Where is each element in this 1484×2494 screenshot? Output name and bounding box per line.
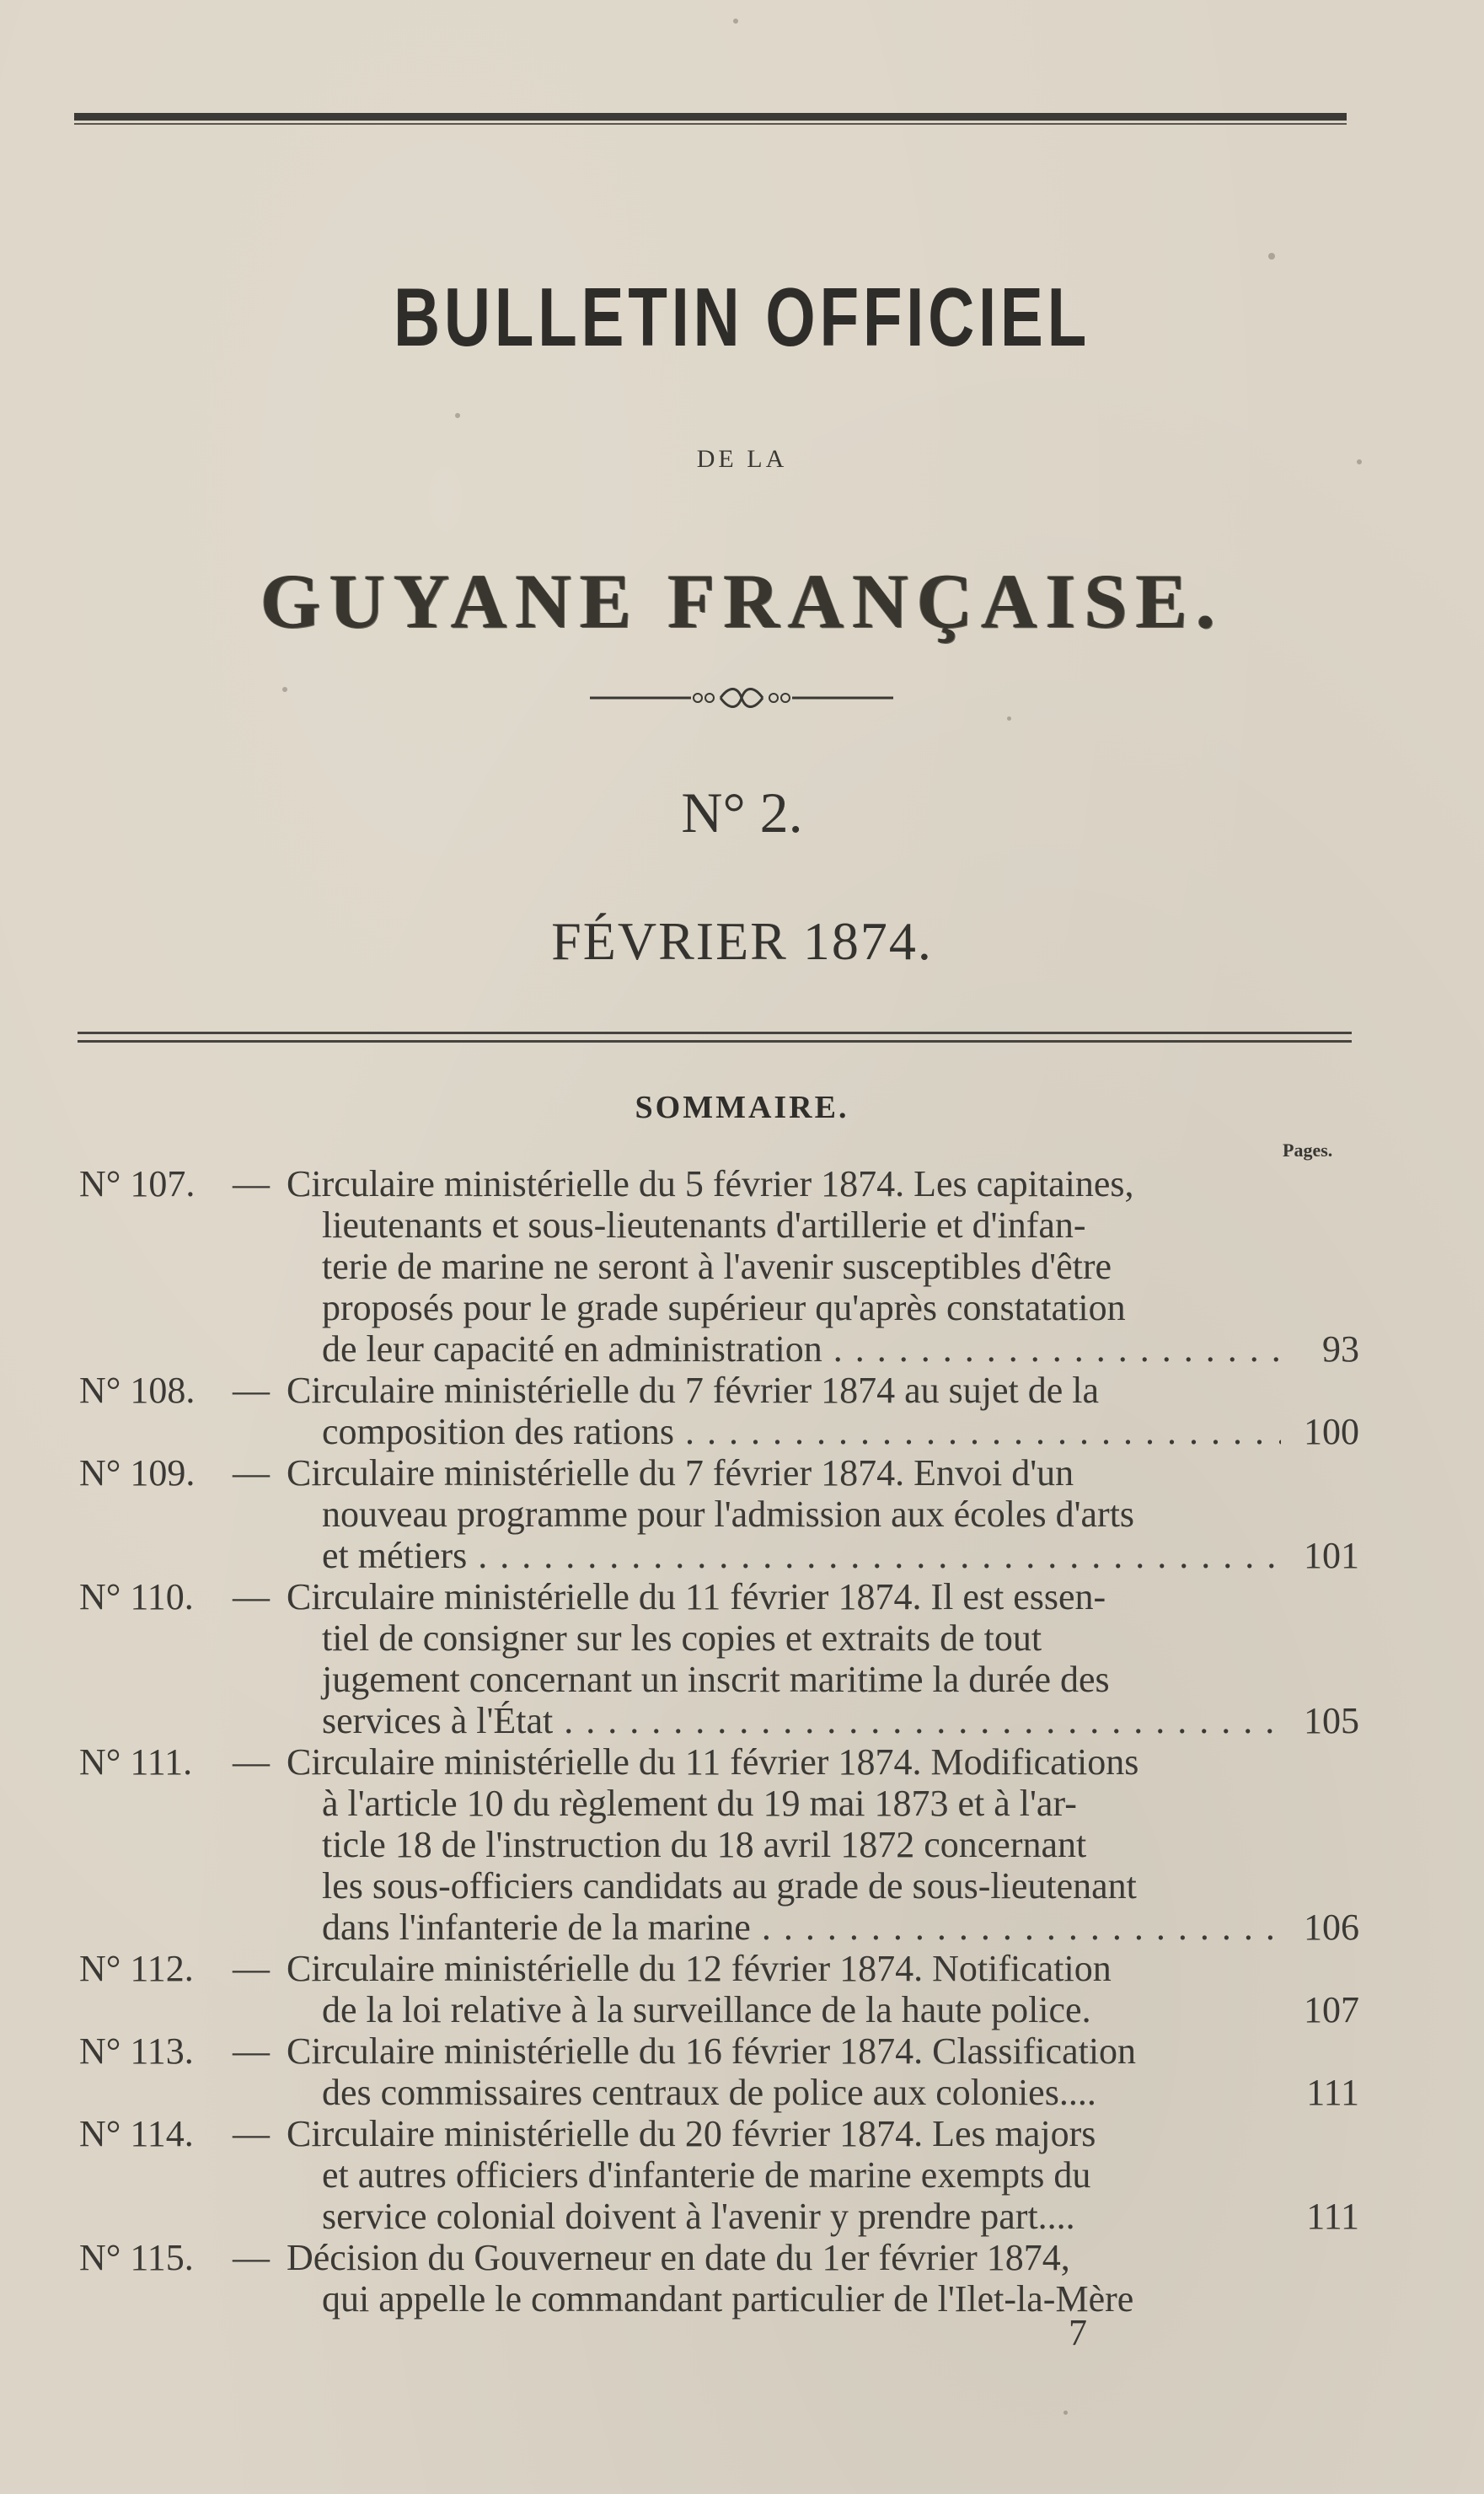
entry-dash: — (233, 1576, 270, 1617)
entry-line: Circulaire ministérielle du 7 février 1874. Envoi d'un (287, 1452, 1074, 1494)
entry-line: lieutenants et sous-lieutenants d'artillerie et d'infan- (322, 1204, 1086, 1246)
entry-line: nouveau programme pour l'admission aux écoles d'arts (322, 1494, 1135, 1535)
entry-dash: — (233, 1163, 270, 1204)
entry-line: dans l'infanterie de la marine . . . (287, 1907, 1281, 1948)
entry-page: 111 (1306, 2196, 1359, 2237)
entry-text (287, 1948, 1281, 2030)
entry-page: 106 (1304, 1907, 1359, 1948)
entry-line: de leur capacité en administration . . . (287, 1328, 1281, 1370)
paper-speck (1268, 253, 1275, 260)
entry-dash: — (233, 1370, 270, 1411)
entry-page: 105 (1304, 1700, 1359, 1741)
entry-text (287, 2113, 1281, 2237)
entry-text (287, 1370, 1281, 1452)
entry-line: et autres officiers d'infanterie de marine exempts du (322, 2154, 1091, 2196)
entry-line: Circulaire ministérielle du 5 février 1874. Les capitaines, (287, 1163, 1134, 1204)
folio-signature: 7 (1069, 2312, 1087, 2353)
entry-text (287, 1452, 1281, 1576)
pages-column-label: Pages. (1283, 1140, 1333, 1161)
entry-page: 107 (1304, 1989, 1359, 2030)
entry-page: 93 (1322, 1328, 1359, 1370)
entry-line: qui appelle le commandant particulier de l'Ilet-la-Mère (322, 2278, 1134, 2320)
entry-dash: — (233, 2113, 270, 2154)
title-de-la: DE LA (696, 445, 788, 473)
sommaire-heading: SOMMAIRE. (635, 1090, 849, 1125)
entry-text (287, 1741, 1281, 1948)
entry-dash: — (233, 2030, 270, 2072)
entry-line: de la loi relative à la surveillance de la haute police. (322, 1989, 1091, 2030)
entry-number: N° 107. (79, 1163, 196, 1204)
entry-line: terie de marine ne seront à l'avenir susceptibles d'être (322, 1246, 1112, 1287)
entry-line: tiel de consigner sur les copies et extraits de tout (322, 1617, 1042, 1659)
entry-number: N° 113. (79, 2030, 194, 2072)
entry-line: les sous-officiers candidats au grade de sous-lieutenant (322, 1865, 1137, 1907)
entry-line: Circulaire ministérielle du 7 février 1874 au sujet de la (287, 1370, 1100, 1411)
entry-text (287, 2237, 1281, 2320)
entry-line: Circulaire ministérielle du 11 février 1874. Il est essen- (287, 1576, 1106, 1617)
entry-line: et métiers . . . (287, 1535, 1281, 1576)
issue-date: FÉVRIER 1874. (551, 911, 933, 971)
entry-number: N° 109. (79, 1452, 196, 1494)
colony-title: GUYANE FRANÇAISE. (260, 558, 1224, 644)
entry-line: composition des rations . . . (287, 1411, 1281, 1452)
paper-speck (455, 413, 460, 418)
entry-number: N° 110. (79, 1576, 194, 1617)
entry-number: N° 115. (79, 2237, 194, 2278)
entry-line: services à l'État . . . (287, 1700, 1281, 1741)
entry-line: Circulaire ministérielle du 12 février 1874. Notification (287, 1948, 1112, 1989)
paper-speck (1063, 2411, 1068, 2415)
entry-dash: — (233, 2237, 270, 2278)
entry-line: Circulaire ministérielle du 11 février 1874. Modifications (287, 1741, 1139, 1783)
bulletin-title: BULLETIN OFFICIEL (394, 271, 1090, 363)
entry-dash: — (233, 1948, 270, 1989)
entry-page: 101 (1304, 1535, 1359, 1576)
entry-page: 100 (1304, 1411, 1359, 1452)
entry-text (287, 2030, 1281, 2113)
entry-number: N° 114. (79, 2113, 194, 2154)
entry-line: des commissaires centraux de police aux colonies.... (322, 2072, 1096, 2113)
entry-line: jugement concernant un inscrit maritime la durée des (322, 1659, 1110, 1700)
entry-dash: — (233, 1452, 270, 1494)
entry-line: à l'article 10 du règlement du 19 mai 1873 et à l'ar- (322, 1783, 1077, 1824)
entry-number: N° 112. (79, 1948, 194, 1989)
entry-line: ticle 18 de l'instruction du 18 avril 1872 concernant (322, 1824, 1087, 1865)
entry-dash: — (233, 1741, 270, 1783)
entry-page: 111 (1306, 2072, 1359, 2113)
paper-speck (1357, 459, 1362, 464)
entry-text (287, 1576, 1281, 1741)
paper-speck (282, 687, 287, 692)
entry-line: service colonial doivent à l'avenir y prendre part.... (322, 2196, 1075, 2237)
entry-text (287, 1163, 1281, 1370)
entry-number: N° 111. (79, 1741, 193, 1783)
entry-line: Décision du Gouverneur en date du 1er février 1874, (287, 2237, 1070, 2278)
entry-line: Circulaire ministérielle du 16 février 1874. Classification (287, 2030, 1137, 2072)
paper-speck (1007, 716, 1011, 721)
entry-number: N° 108. (79, 1370, 196, 1411)
entry-line: Circulaire ministérielle du 20 février 1874. Les majors (287, 2113, 1096, 2154)
entry-line: proposés pour le grade supérieur qu'après constatation (322, 1287, 1126, 1328)
issue-number: N° 2. (681, 780, 803, 845)
paper-speck (733, 19, 738, 24)
